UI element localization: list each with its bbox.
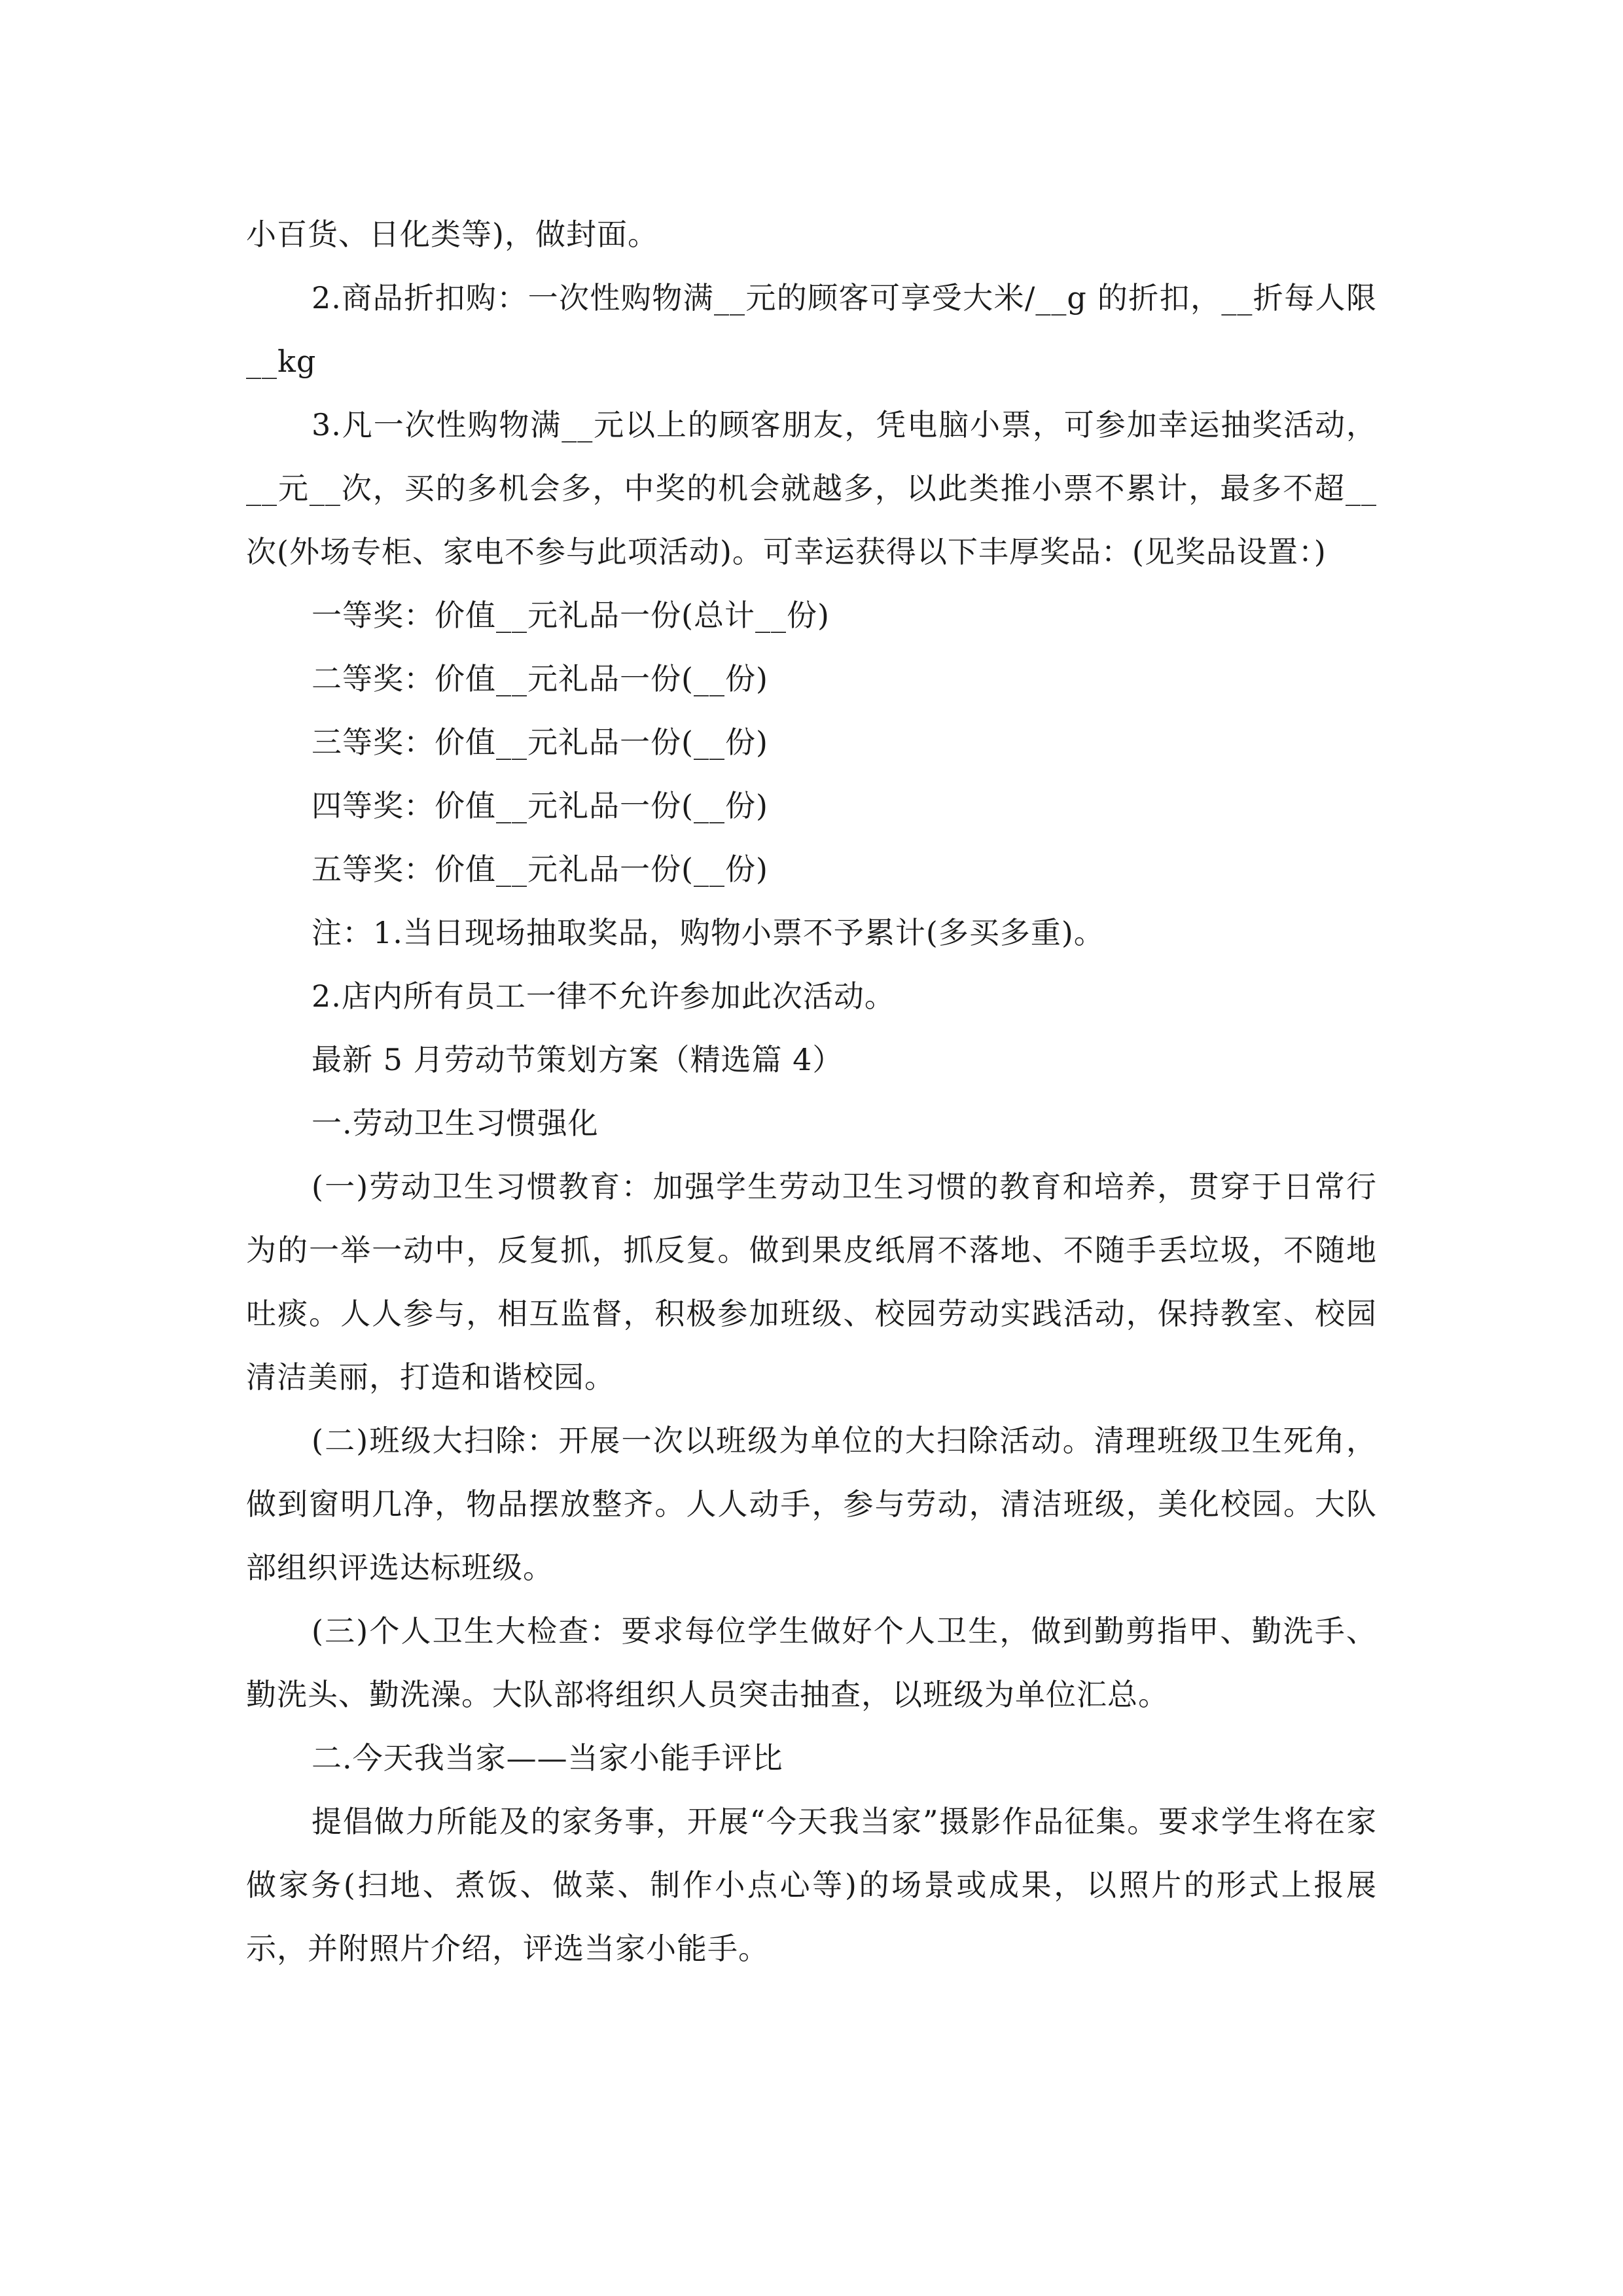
paragraph: 提倡做力所能及的家务事，开展“今天我当家”摄影作品征集。要求学生将在家做家务(扫地、煮饭、做菜、制作小点心等)的场景或成果，以照片的形式上报展示，并附照片介绍，评选当家小能手。 — [246, 1804, 1377, 1966]
document-body — [246, 203, 1377, 1981]
note-line: 注：1.当日现场抽取奖品，购物小票不予累计(多买多重)。 — [312, 915, 1105, 950]
prize-line: 二等奖：价值__元礼品一份(__份) — [312, 661, 768, 696]
section-title: 最新 5 月劳动节策划方案（精选篇 4） — [312, 1042, 844, 1077]
prize-line: 五等奖：价值__元礼品一份(__份) — [312, 852, 768, 887]
section-heading: 二.今天我当家——当家小能手评比 — [312, 1740, 783, 1776]
paragraph: 小百货、日化类等)，做封面。 — [246, 217, 658, 252]
paragraph: 2.商品折扣购：一次性购物满__元的顾客可享受大米/__g 的折扣，__折每人限__kg — [246, 280, 1377, 379]
prize-line: 三等奖：价值__元礼品一份(__份) — [312, 725, 768, 760]
paragraph: (二)班级大扫除：开展一次以班级为单位的大扫除活动。清理班级卫生死角，做到窗明几净，物品摆放整齐。人人动手，参与劳动，清洁班级，美化校园。大队部组织评选达标班级。 — [246, 1423, 1377, 1585]
prize-line: 四等奖：价值__元礼品一份(__份) — [312, 788, 768, 823]
paragraph: 3.凡一次性购物满__元以上的顾客朋友，凭电脑小票，可参加幸运抽奖活动，__元__次，买的多机会多，中奖的机会就越多，以此类推小票不累计，最多不超__次(外场专柜、家电不参与此项活动)。可幸运获得以下丰厚奖品：(见奖品设置：) — [246, 407, 1377, 569]
section-heading: 一.劳动卫生习惯强化 — [312, 1105, 599, 1141]
prize-line: 一等奖：价值__元礼品一份(总计__份) — [312, 598, 830, 633]
paragraph: (一)劳动卫生习惯教育：加强学生劳动卫生习惯的教育和培养，贯穿于日常行为的一举一动中，反复抓，抓反复。做到果皮纸屑不落地、不随手丢垃圾，不随地吐痰。人人参与，相互监督，积极参加班级、校园劳动实践活动，保持教室、校园清洁美丽，打造和谐校园。 — [246, 1169, 1377, 1395]
paragraph: (三)个人卫生大检查：要求每位学生做好个人卫生，做到勤剪指甲、勤洗手、勤洗头、勤洗澡。大队部将组织人员突击抽查，以班级为单位汇总。 — [246, 1613, 1377, 1712]
note-line: 2.店内所有员工一律不允许参加此次活动。 — [312, 978, 895, 1014]
